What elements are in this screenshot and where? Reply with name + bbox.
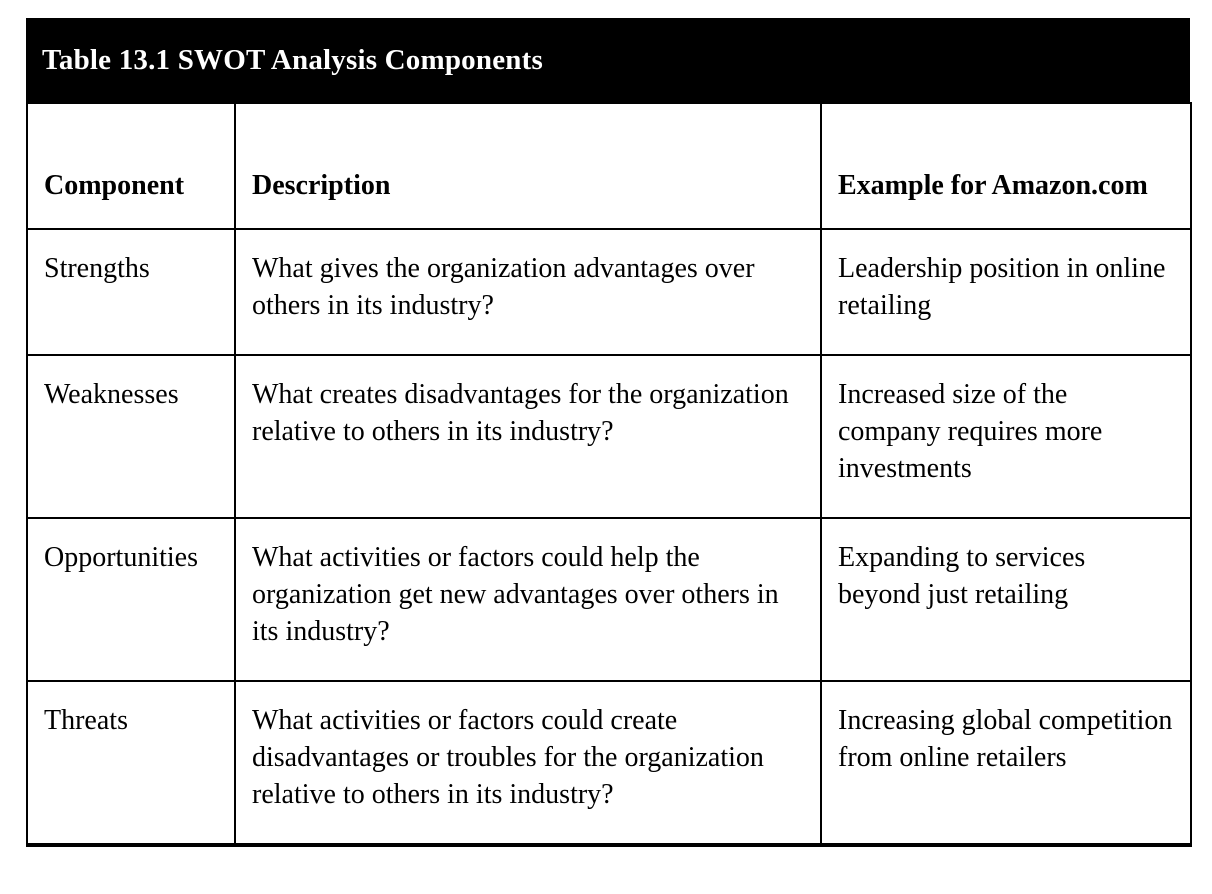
cell-example: Expanding to services beyond just retailing (821, 518, 1191, 681)
table-row-weaknesses (27, 355, 1191, 518)
cell-component: Strengths (27, 229, 235, 355)
cell-description: What activities or factors could help the organization get new advantages over others in its industry? (235, 518, 821, 681)
table-row-threats (27, 681, 1191, 845)
table-row-strengths (27, 229, 1191, 355)
cell-example: Increasing global competition from online retailers (821, 681, 1191, 845)
column-header-description: Description (235, 103, 821, 229)
cell-component: Weaknesses (27, 355, 235, 518)
table-title: Table 13.1 SWOT Analysis Components (42, 43, 543, 76)
cell-component: Opportunities (27, 518, 235, 681)
cell-example: Increased size of the company requires more investments (821, 355, 1191, 518)
column-header-component: Component (27, 103, 235, 229)
cell-description: What creates disadvantages for the organization relative to others in its industry? (235, 355, 821, 518)
cell-component: Threats (27, 681, 235, 845)
table-row-opportunities (27, 518, 1191, 681)
cell-description: What activities or factors could create disadvantages or troubles for the organization relative to others in its industry? (235, 681, 821, 845)
cell-description: What gives the organization advantages over others in its industry? (235, 229, 821, 355)
cell-example: Leadership position in online retailing (821, 229, 1191, 355)
column-header-example: Example for Amazon.com (821, 103, 1191, 229)
swot-table (26, 102, 1192, 847)
table-title-bar (26, 18, 1190, 102)
swot-table-container (26, 18, 1190, 847)
header-row (27, 103, 1191, 229)
